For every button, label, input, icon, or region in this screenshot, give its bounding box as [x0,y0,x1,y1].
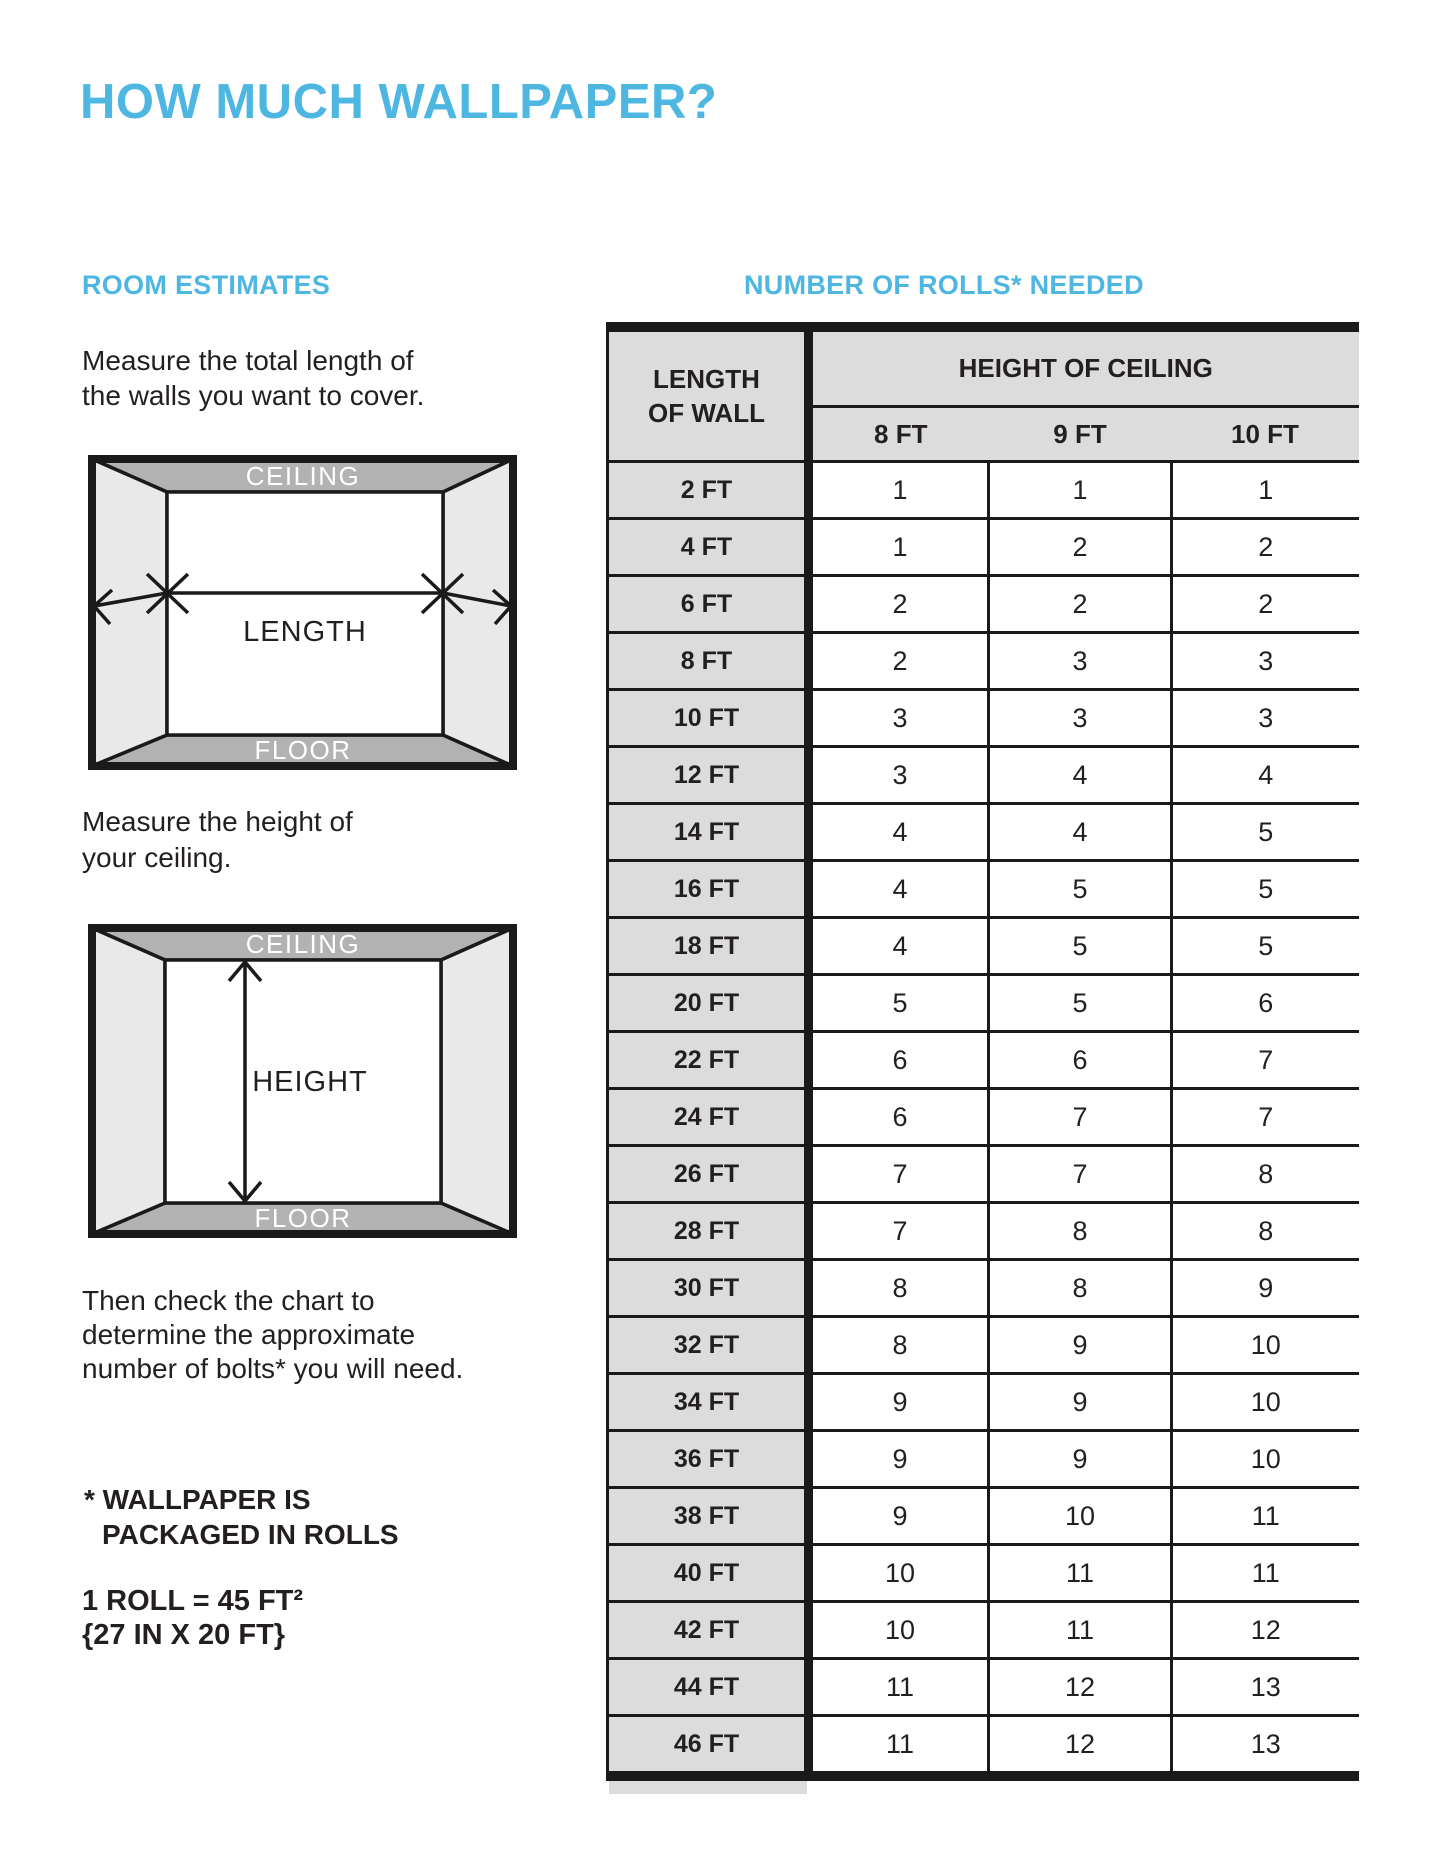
table-row [608,576,1359,633]
roll-count-cell: 10 [1172,1431,1359,1488]
roll-count-cell: 5 [989,975,1172,1032]
text-line: your ceiling. [82,842,232,873]
row-label: 20 FT [608,975,809,1032]
roll-count-cell: 11 [809,1659,989,1716]
row-label: 40 FT [608,1545,809,1602]
row-label: 28 FT [608,1203,809,1260]
roll-count-cell: 7 [1172,1032,1359,1089]
table-row [608,1203,1359,1260]
roll-count-cell: 11 [989,1602,1172,1659]
text-line: * WALLPAPER IS [84,1484,311,1515]
table-row [608,1032,1359,1089]
roll-count-cell: 6 [809,1032,989,1089]
roll-count-cell: 3 [809,747,989,804]
table-row [608,747,1359,804]
section-heading-room-estimates: ROOM ESTIMATES [82,270,331,300]
row-label: 32 FT [608,1317,809,1374]
roll-count-cell: 2 [1172,576,1359,633]
table-row [608,633,1359,690]
row-label: 22 FT [608,1032,809,1089]
height-label: HEIGHT [252,1066,368,1098]
check-chart-text [82,1284,463,1386]
roll-count-cell: 4 [809,861,989,918]
roll-count-cell: 8 [1172,1146,1359,1203]
right-wall [441,928,513,1234]
roll-count-cell: 5 [1172,861,1359,918]
row-label: 10 FT [608,690,809,747]
row-label: 8 FT [608,633,809,690]
roll-count-cell: 10 [809,1545,989,1602]
left-wall [92,459,167,766]
roll-count-cell: 9 [809,1431,989,1488]
back-wall [167,492,443,735]
table-row [608,1374,1359,1431]
roll-count-cell: 10 [809,1602,989,1659]
roll-count-cell: 5 [809,975,989,1032]
table-row [608,1488,1359,1545]
roll-count-cell: 1 [809,519,989,576]
table-row [608,462,1359,519]
roll-count-cell: 10 [989,1488,1172,1545]
table-row [608,1317,1359,1374]
roll-count-cell: 1 [1172,462,1359,519]
roll-count-cell: 8 [1172,1203,1359,1260]
roll-count-cell: 5 [1172,804,1359,861]
roll-count-cell: 11 [1172,1545,1359,1602]
row-label: 24 FT [608,1089,809,1146]
roll-count-cell: 2 [809,576,989,633]
row-label: 18 FT [608,918,809,975]
text-line: number of bolts* you will need. [82,1353,464,1384]
roll-count-cell: 2 [989,576,1172,633]
roll-count-cell: 5 [989,861,1172,918]
height-of-ceiling-header: HEIGHT OF CEILING [809,327,1359,407]
table-row [608,1716,1359,1777]
table-row [608,519,1359,576]
roll-count-cell: 1 [809,462,989,519]
text-line: Then check the chart to [82,1285,375,1316]
row-label: 36 FT [608,1431,809,1488]
roll-count-cell: 12 [989,1716,1172,1777]
table-row [608,1260,1359,1317]
roll-count-cell: 3 [1172,690,1359,747]
roll-count-cell: 4 [1172,747,1359,804]
roll-count-cell: 7 [809,1146,989,1203]
header-line: OF WALL [648,398,765,428]
roll-count-cell: 9 [989,1317,1172,1374]
roll-count-cell: 9 [809,1374,989,1431]
roll-count-cell: 2 [809,633,989,690]
roll-count-cell: 2 [1172,519,1359,576]
right-wall [443,459,513,766]
measure-height-text [82,804,353,876]
roll-count-cell: 7 [989,1146,1172,1203]
row-label: 26 FT [608,1146,809,1203]
floor-label: FLOOR [254,735,352,765]
height-diagram [88,924,517,1238]
row-label: 12 FT [608,747,809,804]
length-label: LENGTH [243,616,367,648]
roll-count-cell: 5 [1172,918,1359,975]
table-row [608,1602,1359,1659]
roll-count-cell: 5 [989,918,1172,975]
roll-size-info [82,1584,303,1652]
roll-count-cell: 4 [989,747,1172,804]
header-line: LENGTH [653,364,760,394]
row-label: 6 FT [608,576,809,633]
roll-count-cell: 7 [1172,1089,1359,1146]
roll-count-cell: 11 [1172,1488,1359,1545]
ceiling-label: CEILING [245,461,361,491]
ceiling-height-column-header: 8 FT [809,407,989,462]
roll-count-cell: 8 [989,1203,1172,1260]
ceiling-height-column-header: 10 FT [1172,407,1359,462]
roll-count-cell: 6 [1172,975,1359,1032]
row-label: 34 FT [608,1374,809,1431]
roll-count-cell: 10 [1172,1374,1359,1431]
table-row [608,1146,1359,1203]
measure-length-text [82,343,424,413]
text-line: Measure the total length of [82,345,414,376]
roll-count-cell: 7 [989,1089,1172,1146]
row-label: 30 FT [608,1260,809,1317]
ceiling-label: CEILING [245,929,361,959]
text-line: determine the approximate [82,1319,416,1350]
roll-count-cell: 11 [809,1716,989,1777]
text-line: PACKAGED IN ROLLS [102,1519,399,1550]
table-row [608,1089,1359,1146]
roll-count-cell: 3 [809,690,989,747]
row-label: 14 FT [608,804,809,861]
rolls-table-body [608,462,1359,1777]
table-row [608,861,1359,918]
roll-count-cell: 13 [1172,1659,1359,1716]
roll-count-cell: 4 [989,804,1172,861]
table-row [608,804,1359,861]
table-row [608,1659,1359,1716]
text-line: the walls you want to cover. [82,380,425,411]
roll-count-cell: 7 [809,1203,989,1260]
left-wall [92,928,165,1234]
roll-count-cell: 10 [1172,1317,1359,1374]
roll-count-cell: 6 [809,1089,989,1146]
roll-count-cell: 4 [809,918,989,975]
roll-count-cell: 9 [809,1488,989,1545]
table-row [608,1545,1359,1602]
roll-count-cell: 12 [989,1659,1172,1716]
table-row [608,690,1359,747]
floor-label: FLOOR [254,1203,352,1233]
roll-count-cell: 2 [989,519,1172,576]
text-line: Measure the height of [82,806,353,837]
row-label: 16 FT [608,861,809,918]
roll-count-cell: 1 [989,462,1172,519]
roll-count-cell: 4 [809,804,989,861]
table-row [608,975,1359,1032]
roll-count-cell: 9 [989,1374,1172,1431]
roll-count-cell: 3 [989,690,1172,747]
page-title: HOW MUCH WALLPAPER? [80,75,718,129]
roll-count-cell: 9 [989,1431,1172,1488]
ceiling-height-column-header: 9 FT [989,407,1172,462]
roll-count-cell: 8 [809,1317,989,1374]
text-line: {27 IN X 20 FT} [82,1619,286,1651]
section-heading-rolls-needed: NUMBER OF ROLLS* NEEDED [744,270,1144,300]
roll-count-cell: 3 [1172,633,1359,690]
roll-count-cell: 9 [1172,1260,1359,1317]
roll-count-cell: 8 [989,1260,1172,1317]
length-of-wall-header [608,327,809,462]
row-label: 46 FT [608,1716,809,1777]
table-row [608,1431,1359,1488]
roll-count-cell: 11 [989,1545,1172,1602]
text-line: 1 ROLL = 45 FT² [82,1585,304,1617]
row-label: 44 FT [608,1659,809,1716]
row-label: 2 FT [608,462,809,519]
roll-count-cell: 6 [989,1032,1172,1089]
roll-count-cell: 3 [989,633,1172,690]
row-label: 4 FT [608,519,809,576]
roll-count-cell: 13 [1172,1716,1359,1777]
table-row [608,918,1359,975]
roll-count-cell: 8 [809,1260,989,1317]
row-label: 42 FT [608,1602,809,1659]
length-diagram [88,455,517,770]
roll-count-cell: 12 [1172,1602,1359,1659]
footnote-wallpaper-rolls [84,1482,399,1552]
row-label: 38 FT [608,1488,809,1545]
rolls-table [606,322,1359,1781]
